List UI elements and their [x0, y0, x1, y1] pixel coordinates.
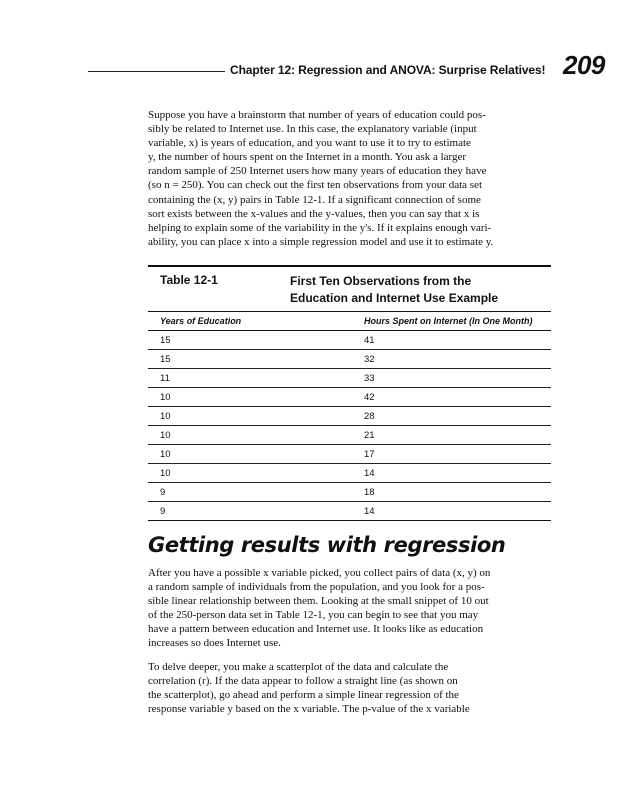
paragraph-line: sible linear relationship between them. Looking at the small snippet of 10 out	[148, 595, 489, 608]
years-cell: 10	[160, 392, 171, 403]
paragraph-line: response variable y based on the x variable. The p-value of the x variable	[148, 703, 470, 716]
hours-cell: 14	[364, 468, 375, 479]
hours-cell: 18	[364, 487, 375, 498]
hours-cell: 41	[364, 335, 375, 346]
paragraph-line: After you have a possible x variable picked, you collect pairs of data (x, y) on	[148, 567, 491, 579]
hours-cell: 42	[364, 392, 375, 403]
section-heading: Getting results with regression	[148, 533, 506, 557]
table-title-line: Education and Internet Use Example	[290, 291, 499, 305]
hours-cell: 21	[364, 430, 375, 441]
table-row	[148, 350, 551, 369]
years-cell: 10	[160, 449, 171, 460]
paragraph-line: the scatterplot), go ahead and perform a simple linear regression of the	[148, 689, 459, 702]
hours-cell: 17	[364, 449, 375, 460]
years-cell: 9	[160, 487, 166, 498]
years-cell: 10	[160, 430, 171, 441]
paragraph-line: have a pattern between education and Internet use. It looks like as education	[148, 623, 484, 636]
paragraph-line: (so n = 250). You can check out the first ten observations from your data set	[148, 179, 482, 192]
years-cell: 11	[160, 373, 170, 384]
paragraph-line: containing the (x, y) pairs in Table 12-1. If a significant connection of some	[148, 193, 481, 206]
table-caption	[148, 267, 551, 311]
table-row	[148, 407, 551, 426]
table-row	[148, 483, 551, 502]
results-paragraph	[148, 566, 558, 651]
paragraph-line: y, the number of hours spent on the Internet in a month. You ask a larger	[148, 151, 467, 164]
paragraph-line: random sample of 250 Internet users how many years of education they have	[148, 165, 487, 178]
paragraph-line: variable, x) is years of education, and you want to use it to try to estimate	[148, 137, 471, 150]
paragraph-line: helping to explain some of the variability in the y's. If it explains enough vari-	[148, 221, 492, 234]
table-row	[148, 331, 551, 350]
table-row	[148, 445, 551, 464]
table-header-row	[148, 312, 551, 331]
table-row	[148, 369, 551, 388]
table-row	[148, 464, 551, 483]
years-cell: 10	[160, 411, 171, 422]
column-header-years: Years of Education	[160, 316, 242, 326]
years-cell: 9	[160, 506, 166, 517]
years-cell: 15	[160, 335, 171, 346]
paragraph-line: increases so does Internet use.	[148, 637, 281, 650]
delve-paragraph	[148, 660, 558, 716]
data-table	[148, 265, 551, 521]
years-cell: 15	[160, 354, 171, 365]
table-row	[148, 388, 551, 407]
hours-cell: 28	[364, 411, 375, 422]
paragraph-line: sibly be related to Internet use. In this case, the explanatory variable (input	[148, 123, 477, 136]
paragraph-line: To delve deeper, you make a scatterplot of the data and calculate the	[148, 661, 449, 673]
paragraph-line: Suppose you have a brainstorm that number of years of education could pos-	[148, 109, 486, 121]
hours-cell: 14	[364, 506, 375, 517]
years-cell: 10	[160, 468, 171, 479]
page-number: 209	[563, 50, 605, 80]
table-number: Table 12-1	[160, 273, 218, 287]
table-row	[148, 502, 551, 521]
header-rule	[88, 71, 225, 72]
paragraph-line: of the 250-person data set in Table 12-1, you can begin to see that you may	[148, 609, 479, 622]
paragraph-line: sort exists between the x-values and the y-values, then you can say that x is	[148, 207, 480, 220]
column-header-hours: Hours Spent on Internet (In One Month)	[364, 316, 533, 326]
intro-paragraph	[148, 108, 558, 249]
hours-cell: 32	[364, 354, 375, 365]
hours-cell: 33	[364, 373, 375, 384]
paragraph-line: ability, you can place x into a simple regression model and use it to estimate y.	[148, 235, 494, 248]
table-title-line: First Ten Observations from the	[290, 274, 472, 288]
table-title	[290, 273, 498, 307]
table-row	[148, 426, 551, 445]
chapter-title: Chapter 12: Regression and ANOVA: Surprise Relatives!	[230, 63, 546, 77]
paragraph-line: correlation (r). If the data appear to follow a straight line (as shown on	[148, 675, 458, 688]
paragraph-line: a random sample of individuals from the population, and you look for a pos-	[148, 581, 485, 594]
